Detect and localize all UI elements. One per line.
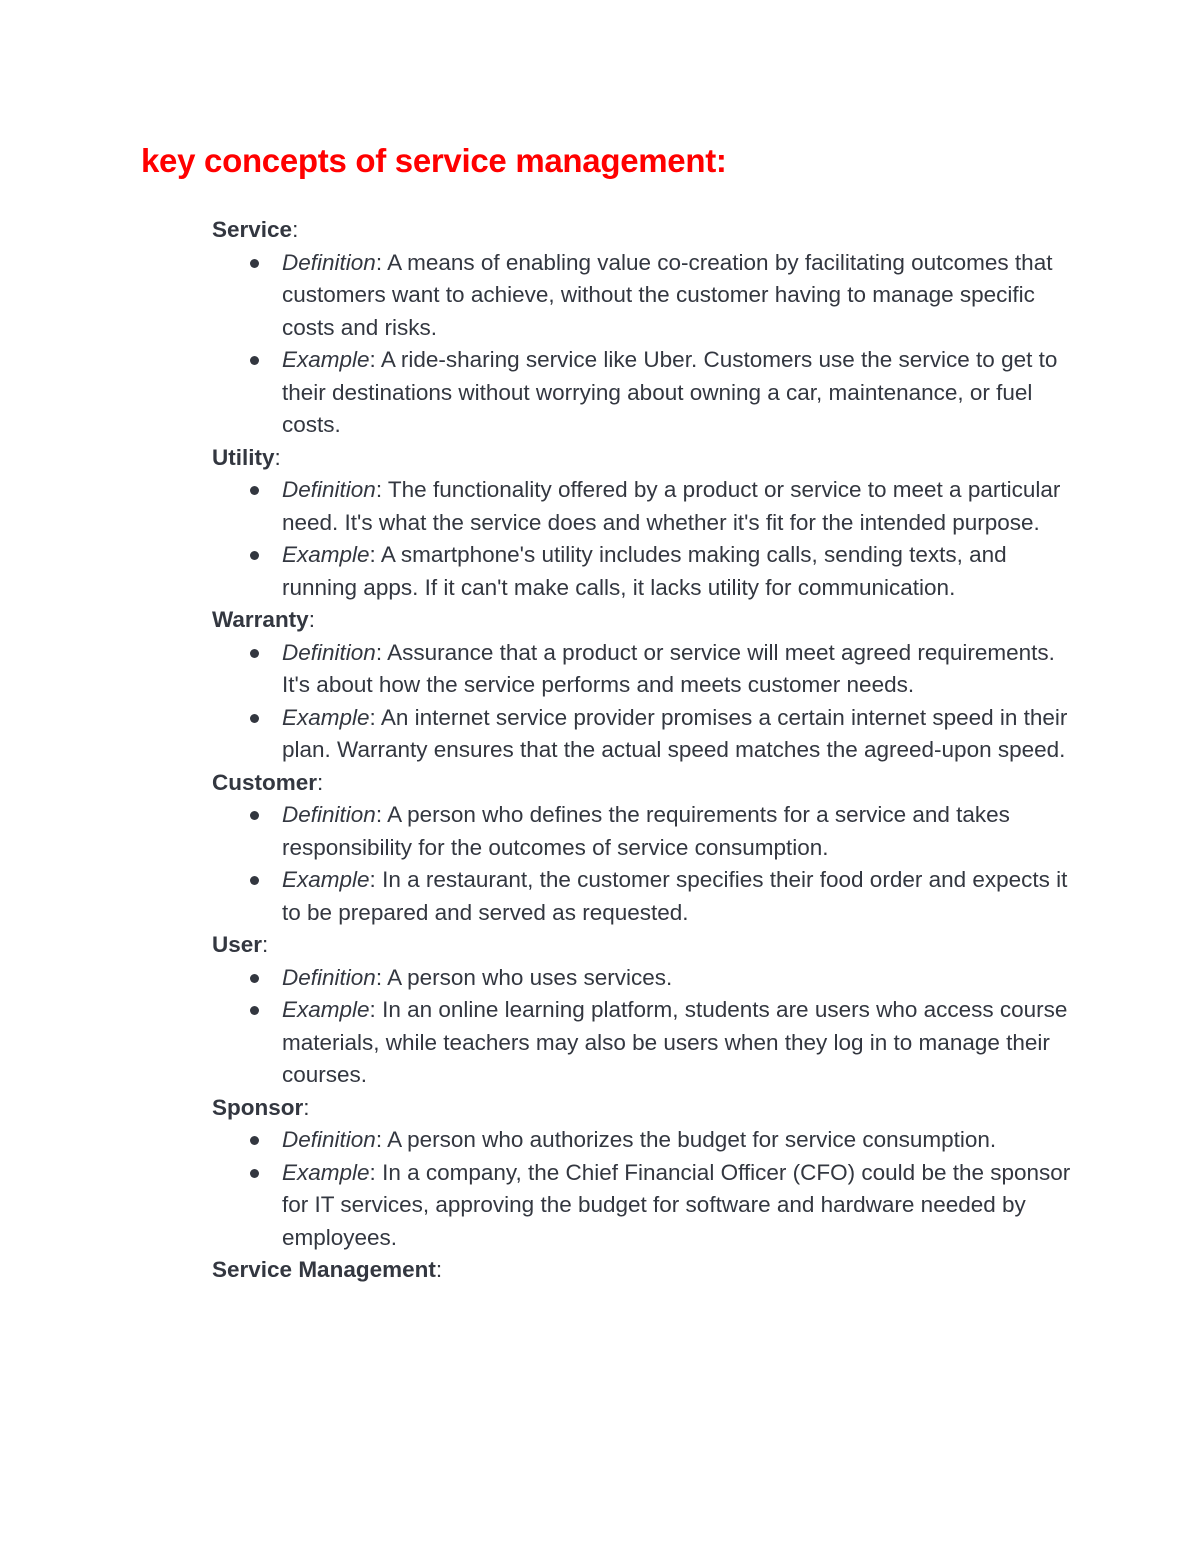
item-term: Example [282, 997, 370, 1022]
document-title: key concepts of service management: [141, 142, 727, 179]
item-text: An internet service provider promises a certain internet speed in their plan. Warranty ensures that the actual speed matches the agreed-upon speed. [282, 704, 1068, 762]
bullet-list [212, 247, 1072, 442]
item-text: In a restaurant, the customer specifies their food order and expects it to be prepared and served as requested. [282, 867, 1068, 925]
bullet-dot-icon [250, 356, 259, 365]
list-item: Example: A ride-sharing service like Uber. Customers use the service to get to their destinations without worrying about owning a car, maintenance, or fuel costs. [282, 344, 1072, 442]
concepts-list [212, 214, 1072, 1287]
bullet-dot-icon [250, 259, 259, 268]
bullet-dot-icon [250, 486, 259, 495]
list-item: Example: In a restaurant, the customer specifies their food order and expects it to be prepared and served as requested. [282, 864, 1072, 929]
item-term: Definition [282, 639, 376, 665]
item-text: A person who uses services. [387, 964, 673, 990]
list-item: Example: An internet service provider promises a certain internet speed in their plan. Warranty ensures that the actual speed matches the agreed-upon speed. [282, 702, 1072, 767]
item-term: Example [282, 542, 370, 567]
list-item: Definition: Assurance that a product or service will meet agreed requirements. It's about how the service performs and meets customer needs. [282, 637, 1072, 702]
section-heading: Service Management: [212, 1257, 443, 1282]
item-text: In an online learning platform, students are users who access course materials, while teachers may also be users when they log in to manage their courses. [282, 997, 1068, 1087]
item-term: Example [282, 1159, 370, 1185]
section-heading: Service: [212, 217, 299, 242]
list-item: Example: A smartphone's utility includes making calls, sending texts, and running apps. If it can't make calls, it lacks utility for communication. [282, 539, 1072, 604]
section-heading: Warranty: [212, 607, 315, 632]
section-service [212, 214, 1072, 442]
bullet-list [212, 1124, 1072, 1254]
item-text: A person who authorizes the budget for service consumption. [387, 1127, 997, 1152]
item-text: In a company, the Chief Financial Officer (CFO) could be the sponsor for IT services, approving the budget for software and hardware needed by employees. [282, 1159, 1071, 1250]
bullet-list [212, 474, 1072, 604]
item-text: The functionality offered by a product or service to meet a particular need. It's what the service does and whether it's fit for the intended purpose. [282, 477, 1061, 535]
item-text: A ride-sharing service like Uber. Customers use the service to get to their destinations without worrying about owning a car, maintenance, or fuel costs. [282, 347, 1058, 437]
item-term: Definition [282, 249, 376, 275]
section-utility [212, 442, 1072, 605]
item-term: Definition [282, 1127, 376, 1152]
item-text: A means of enabling value co-creation by facilitating outcomes that customers want to achieve, without the customer having to manage specific costs and risks. [282, 249, 1053, 340]
section-heading: Customer: [212, 769, 324, 795]
list-item: Definition: A means of enabling value co-creation by facilitating outcomes that customers want to achieve, without the customer having to manage specific costs and risks. [282, 247, 1072, 345]
list-item: Definition: A person who uses services. [282, 962, 1072, 995]
bullet-dot-icon [250, 974, 259, 983]
bullet-dot-icon [250, 714, 259, 723]
bullet-dot-icon [250, 649, 259, 658]
item-term: Example [282, 867, 370, 892]
bullet-dot-icon [250, 876, 259, 885]
bullet-list [212, 962, 1072, 1092]
bullet-list [212, 799, 1072, 929]
bullet-list [212, 637, 1072, 767]
bullet-dot-icon [250, 1136, 259, 1145]
list-item: Definition: A person who defines the requirements for a service and takes responsibility for the outcomes of service consumption. [282, 799, 1072, 864]
list-item: Definition: The functionality offered by a product or service to meet a particular need. It's what the service does and whether it's fit for the intended purpose. [282, 474, 1072, 539]
section-sponsor [212, 1092, 1072, 1255]
item-term: Example [282, 347, 370, 372]
section-warranty [212, 604, 1072, 767]
bullet-dot-icon [250, 551, 259, 560]
item-text: Assurance that a product or service will meet agreed requirements. It's about how the service performs and meets customer needs. [282, 639, 1055, 697]
section-service-management [212, 1254, 1072, 1287]
section-heading: Sponsor: [212, 1094, 310, 1120]
bullet-dot-icon [250, 1006, 259, 1015]
item-term: Definition [282, 964, 376, 990]
item-term: Definition [282, 477, 376, 502]
section-user [212, 929, 1072, 1092]
item-text: A smartphone's utility includes making calls, sending texts, and running apps. If it can't make calls, it lacks utility for communication. [282, 542, 1007, 600]
list-item: Example: In an online learning platform, students are users who access course materials, while teachers may also be users when they log in to manage their courses. [282, 994, 1072, 1092]
list-item: Example: In a company, the Chief Financial Officer (CFO) could be the sponsor for IT services, approving the budget for software and hardware needed by employees. [282, 1157, 1072, 1255]
section-customer [212, 767, 1072, 930]
bullet-dot-icon [250, 811, 259, 820]
section-heading: User: [212, 932, 269, 957]
item-term: Example [282, 704, 370, 730]
list-item: Definition: A person who authorizes the budget for service consumption. [282, 1124, 1072, 1157]
item-term: Definition [282, 802, 376, 827]
bullet-dot-icon [250, 1169, 259, 1178]
section-heading: Utility: [212, 444, 281, 470]
item-text: A person who defines the requirements for a service and takes responsibility for the outcomes of service consumption. [282, 802, 1010, 860]
